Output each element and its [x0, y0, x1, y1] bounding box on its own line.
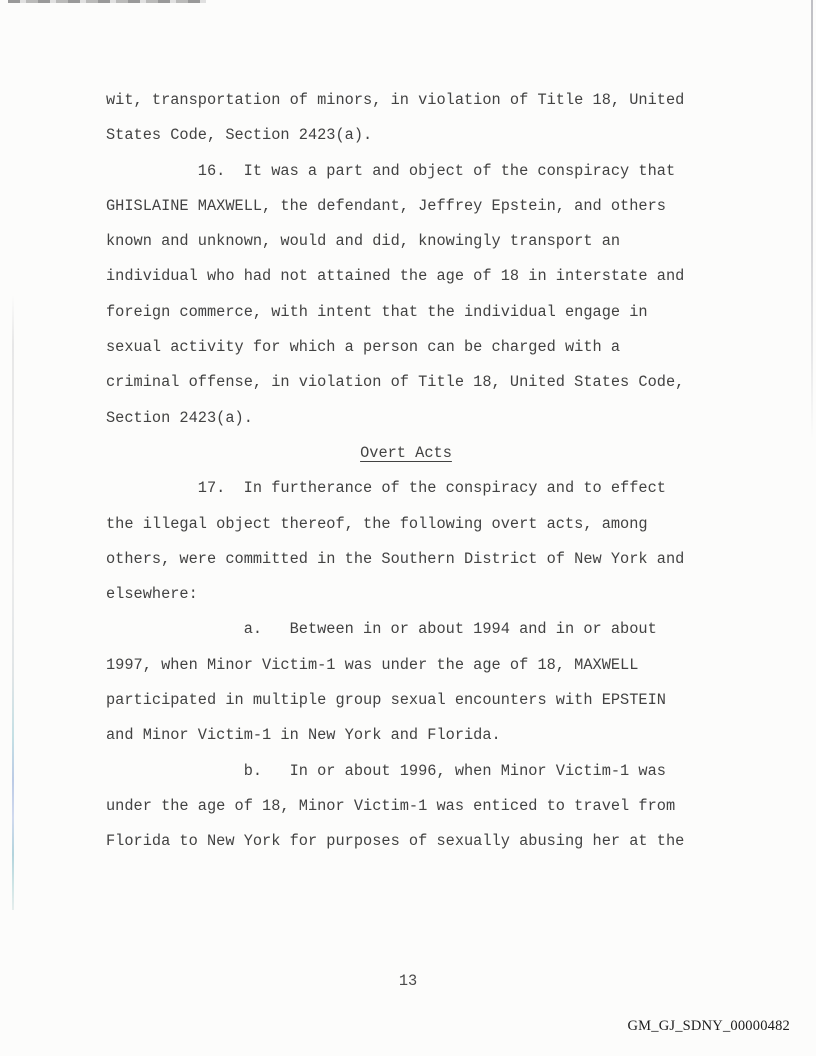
document-line: criminal offense, in violation of Title 18, United States Code, [106, 373, 685, 392]
document-line: and Minor Victim-1 in New York and Florida. [106, 726, 501, 745]
section-heading-text: Overt Acts [360, 443, 452, 462]
bates-number-stamp: GM_GJ_SDNY_00000482 [627, 1018, 790, 1034]
document-line: GHISLAINE MAXWELL, the defendant, Jeffrey Epstein, and others [106, 196, 666, 215]
scan-artifact-top-edge [8, 0, 206, 3]
document-line: known and unknown, would and did, knowingly transport an [106, 232, 621, 251]
document-line: under the age of 18, Minor Victim-1 was enticed to travel from [106, 796, 676, 815]
document-line: wit, transportation of minors, in violation of Title 18, United [106, 91, 685, 109]
document-line: participated in multiple group sexual encounters with EPSTEIN [106, 691, 666, 710]
scan-artifact-right-edge [811, 0, 813, 440]
section-heading [106, 436, 706, 471]
document-line: 17. In furtherance of the conspiracy and to effect [197, 479, 666, 498]
document-line: sexual activity for which a person can be charged with a [106, 338, 621, 357]
document-line: elsewhere: [106, 585, 198, 604]
document-line: individual who had not attained the age of 18 in interstate and [106, 267, 685, 286]
document-line: Section 2423(a). [106, 408, 253, 427]
document-line: 16. It was a part and object of the conspiracy that [197, 161, 676, 180]
document-line: b. In or about 1996, when Minor Victim-1 was [243, 761, 666, 780]
page-number: 13 [398, 972, 418, 990]
document-line: Florida to New York for purposes of sexually abusing her at the [106, 832, 685, 851]
document-body [106, 83, 706, 860]
document-line: foreign commerce, with intent that the individual engage in [106, 302, 648, 321]
scan-artifact-left-edge [12, 295, 14, 910]
document-line: a. Between in or about 1994 and in or about [243, 620, 657, 639]
document-line: 1997, when Minor Victim-1 was under the age of 18, MAXWELL [106, 655, 639, 674]
document-line: States Code, Section 2423(a). [106, 126, 373, 145]
document-line: the illegal object thereof, the following overt acts, among [106, 514, 648, 533]
document-line: others, were committed in the Southern District of New York and [106, 549, 685, 568]
